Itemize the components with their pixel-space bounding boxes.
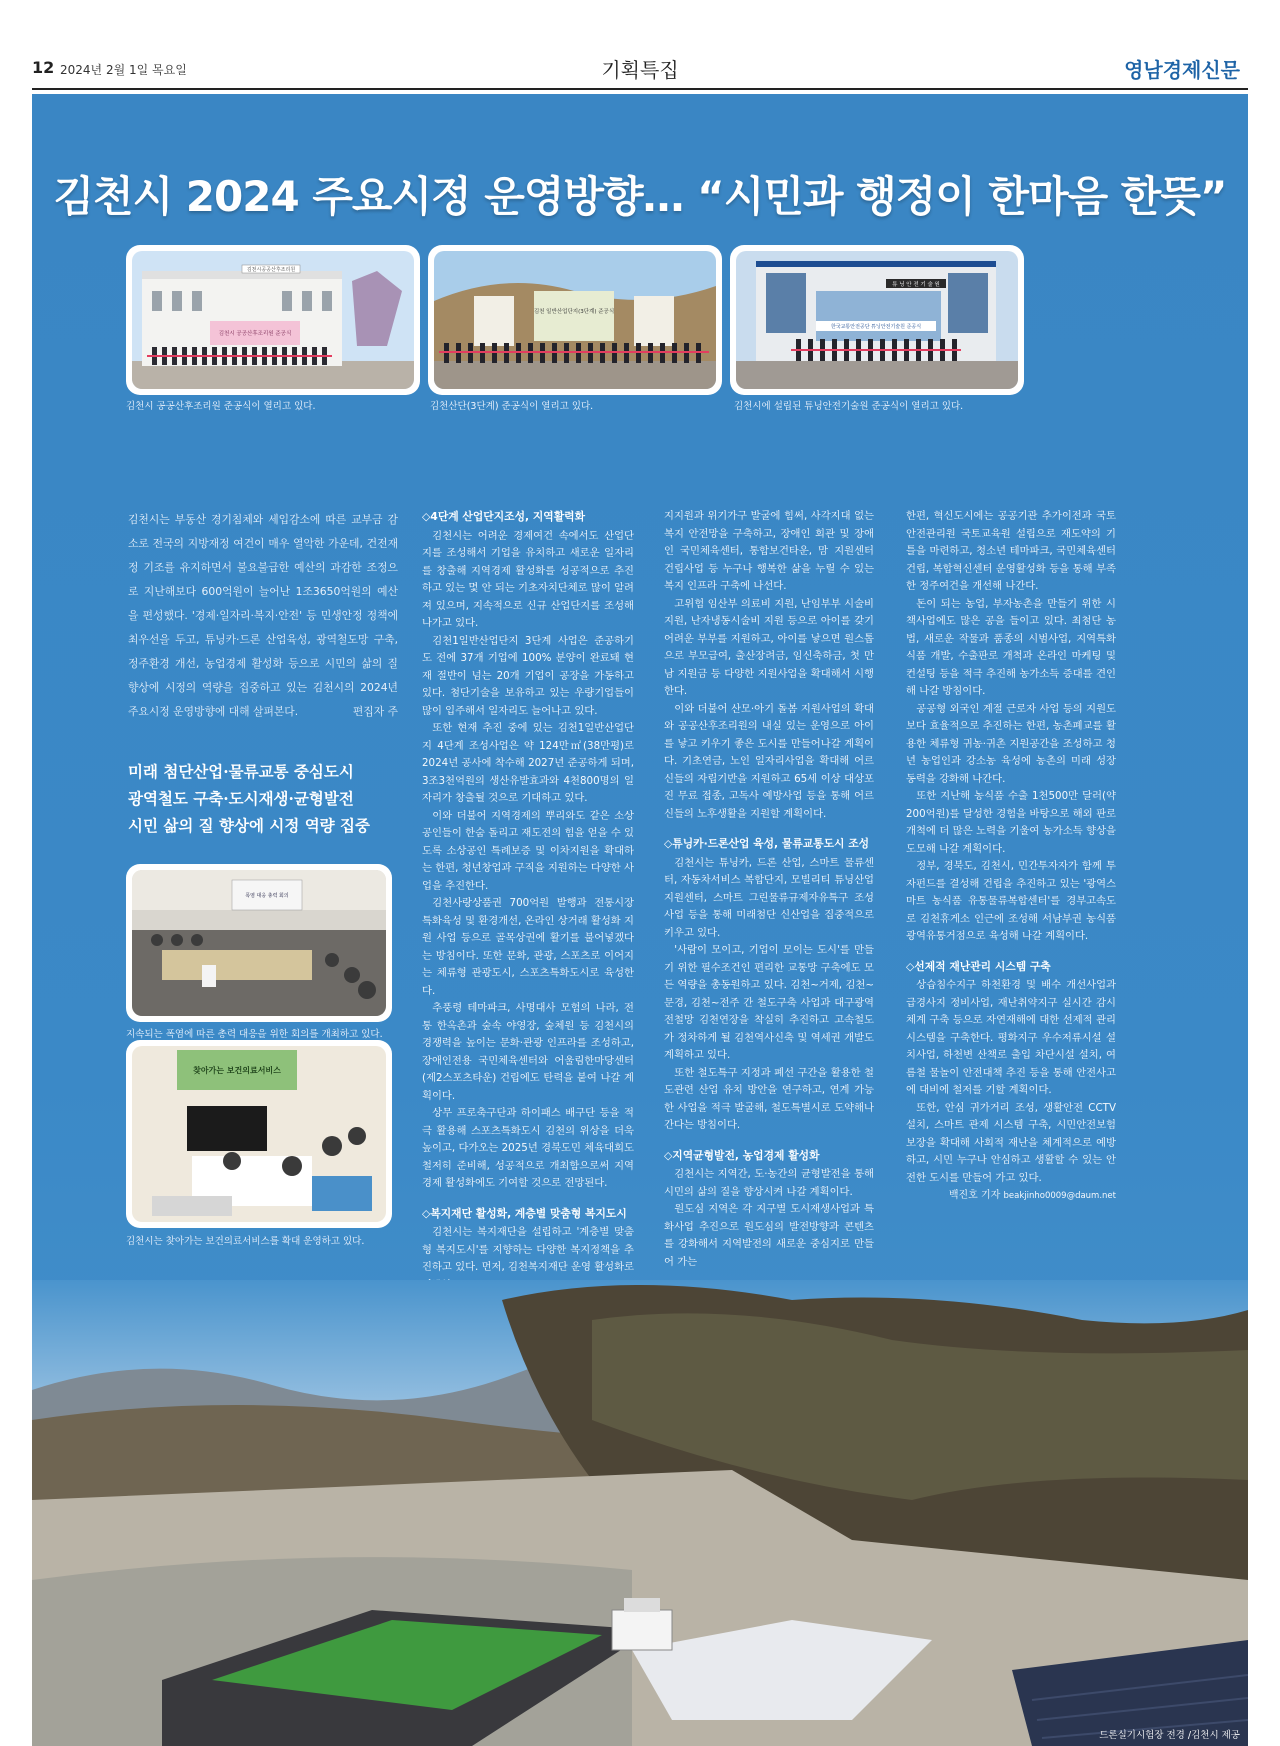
intro-paragraph xyxy=(128,508,398,724)
article-paragraph: 상무 프로축구단과 하이패스 배구단 등을 적극 활용해 스포츠특화도시 김천의 위상을 더욱 높이고, 다가오는 2025년 경북도민 체육대회도 철저히 준비해, 성공적으로 개최함으로써 지역경제 활성화에도 기여할 것으로 전망된다. xyxy=(422,1107,634,1189)
photo-health-service xyxy=(126,1040,392,1228)
newspaper-name: 영남경제신문 xyxy=(1124,58,1240,82)
aerial-photo-caption: 드론실기시험장 전경 /김천시 제공 xyxy=(1099,1730,1240,1741)
photo-image xyxy=(132,1046,386,1222)
article-paragraph: 원도심 지역은 각 지구별 도시재생사업과 특화사업 추진으로 원도심의 발전방향과 콘텐츠를 강화해서 지역발전의 새로운 중심지로 만들어 가는 xyxy=(664,1203,874,1268)
article-paragraph: 공공형 외국인 계절 근로자 사업 등의 지원도 보다 효율적으로 추진하는 한편, 농촌폐교를 활용한 체류형 귀농·귀촌 지원공간을 조성하고 청년 농업인과 강소농 육성에 농촌의 미래 성장 동력을 강화해 나간다. xyxy=(906,702,1116,785)
section-title: 기획특집 xyxy=(601,58,679,82)
photo-image xyxy=(434,251,716,389)
article-paragraph: 지지원과 위기가구 발굴에 힘써, 사각지대 없는 복지 안전망을 구축하고, 장애인 회관 및 장애인 국민체육센터, 통합보건타운, 맘 지원센터 건립사업 등 누구나 행복한 삶을 누릴 수 있는 복지 인프라 구축에 나선다. xyxy=(664,510,874,592)
meeting-illustration xyxy=(132,870,386,1016)
reporter-name: 백진호 기자 xyxy=(948,1190,1004,1201)
photo-image xyxy=(736,251,1018,389)
article-paragraph: 김천시는 복지재단을 설립하고 '계층별 맞춤형 복지도시'를 지향하는 다양한 복지정책을 추진하고 있다. 먼저, 김천복지재단 운영 활성화로 xyxy=(422,1226,634,1273)
article-paragraph: 정부, 경북도, 김천시, 민간투자자가 함께 투자펀드를 결성해 건립을 추진하고 있는 '광역스마트 농식품 유통물류복합센터'를 경부고속도로 김천휴게소 인근에 조성해 서남부권 농식품 광역유통거점으로 육성해 나갈 계획이다. xyxy=(906,860,1116,942)
photo-caption: 김천산단(3단계) 준공식이 열리고 있다. xyxy=(430,401,594,412)
article-column-2 xyxy=(664,508,874,1271)
photo-caption: 김천시 공공산후조리원 준공식이 열리고 있다. xyxy=(126,401,316,412)
page-number: 12 xyxy=(32,58,55,77)
aerial-illustration xyxy=(32,1280,1248,1746)
issue-date: 2024년 2월 1일 목요일 xyxy=(60,63,187,77)
service-banner: 찾아가는 보건의료서비스 xyxy=(193,1066,281,1075)
article-paragraph: 김천시는 지역간, 도·농간의 균형발전을 통해 시민의 삶의 질을 향상시켜 나갈 계획이다. xyxy=(664,1168,874,1198)
subheadline xyxy=(128,758,398,839)
photo-caption: 김천시는 찾아가는 보건의료서비스를 확대 운영하고 있다. xyxy=(126,1236,365,1247)
subheadline-line: 광역철도 구축·도시재생·균형발전 xyxy=(128,789,354,808)
photo-postpartum-center xyxy=(126,245,420,395)
intro-byline: 편집자 주 xyxy=(352,705,398,718)
article-paragraph: 또한 철도특구 지정과 폐선 구간을 활용한 철도관련 산업 유치 방안을 연구하고, 연계 가능한 사업을 적극 발굴해, 철도특별시로 도약해나간다는 방침이다. xyxy=(664,1066,874,1131)
photo-tuning-institute xyxy=(730,245,1024,395)
photo-image xyxy=(132,870,386,1016)
article-paragraph: 김천1일반산업단지 3단계 사업은 준공하기도 전에 37개 기업에 100% 분양이 완료돼 현재 절반이 넘는 20개 기업이 공장을 가동하고 있다. 첨단기술을 보유하고 있는 우량기업들이 많이 입주해서 일자리도 늘어나고 있다. xyxy=(422,634,634,717)
meeting-screen: 폭염 대응 총력 회의 xyxy=(245,893,289,899)
building-sign: 튜 닝 안 전 기 술 원 xyxy=(892,282,940,288)
feature-panel xyxy=(32,94,1248,1746)
article-paragraph: 또한 지난해 농식품 수출 1천500만 달러(약 200억원)를 달성한 경험을 바탕으로 해외 판로개척에 더 많은 노력을 기울여 농가소득 향상을 도모해 나갈 계획이다. xyxy=(906,790,1116,855)
article-paragraph: 고위험 임산부 의료비 지원, 난임부부 시술비 지원, 난자냉동시술비 지원 등으로 아이를 갖기 어려운 부부를 지원하고, 아이를 낳으면 원스톱으로 부모급여, 출산장려금, 임신축하금, 첫 만남 지원금 등 다양한 지원사업을 확대해서 시행한다. xyxy=(664,597,874,697)
article-paragraph: 한편, 혁신도시에는 공공기관 추가이전과 국토안전관리원 국토교육원 설립으로 재도약의 기틀을 마련하고, 청소년 테마파크, 국민체육센터 건립, 복합혁신센터 운영활성화 등을 통해 부족한 정주여건을 개선해 나간다. xyxy=(906,510,1116,592)
reporter-byline xyxy=(906,1187,1116,1206)
article-paragraph: '사람이 모이고, 기업이 모이는 도시'를 만들기 위한 필수조건인 편리한 교통망 구축에도 모든 역량을 총동원하고 있다. 김천~거제, 김천~문경, 김천~전주 간 철도구축 사업과 대구광역전철망 김천연장을 착실히 추진하고 고속철도가 정차하게 될 김천역사신축 및 역세권 개발도 계획하고 있다. xyxy=(664,944,874,1061)
photo-heatwave-meeting xyxy=(126,864,392,1022)
subheadline-line: 미래 첨단산업·물류교통 중심도시 xyxy=(128,762,354,781)
industrial-complex-illustration xyxy=(434,251,716,389)
article-paragraph: 상습침수지구 하천환경 및 배수 개선사업과 급경사지 정비사업, 재난취약지구 실시간 감시체계 구축 등으로 자연재해에 대한 선제적 관리시스템을 구축한다. 평화지구 우수저류시설 설치사업, 하천변 산책로 출입 차단시설 설치, 여름철 물놀이 안전대책 추진 등을 통해 안전사고에 대비에 철저를 기할 계획이다. xyxy=(906,979,1116,1096)
article-paragraph: 추풍령 테마파크, 사명대사 모험의 나라, 전통 한옥촌과 숲속 야영장, 숲체원 등 김천시의 경쟁력을 높이는 문화·관광 인프라를 조성하고, 장애인전용 국민체육센터와 어울림한마당센터(제2스포츠타운) 건립에도 탄력을 붙여 나갈 계획이다. xyxy=(422,1002,634,1102)
article-paragraph: 김천시는 어려운 경제여건 속에서도 산업단지를 조성해서 기업을 유치하고 새로운 일자리를 창출해 지역경제 활성화를 성공적으로 추진하고 있는 몇 안 되는 기초자치단체로 많이 알려져 있으며, 지속적으로 신규 산업단지를 조성해 나가고 있다. xyxy=(422,529,634,629)
photo-caption: 지속되는 폭염에 따른 총력 대응을 위한 회의를 개최하고 있다. xyxy=(126,1029,383,1040)
headline: 김천시 2024 주요시정 운영방향… “시민과 행정이 한마음 한뜻” xyxy=(53,172,1227,221)
reporter-email: beakjinho0009@daum.net xyxy=(1003,1191,1116,1201)
article-paragraph: 김천시는 튜닝카, 드론 산업, 스마트 물류센터, 자동차서비스 복합단지, 모빌리티 튜닝산업지원센터, 스마트 그린물류규제자유특구 조성사업 등을 통해 미래첨단 신산업을 집중적으로 키우고 있다. xyxy=(664,856,874,939)
photo-caption: 김천시에 설립된 튜닝안전기술원 준공식이 열리고 있다. xyxy=(734,401,964,412)
article-paragraph: 또한 현재 추진 중에 있는 김천1일반산업단지 4단계 조성사업은 약 124만㎡(38만평)로 2024년 공사에 착수해 2027년 준공하게 되며, 3조3천억원의 생산유발효과와 4천800명의 일자리가 창출될 것으로 기대하고 있다. xyxy=(422,722,634,804)
aerial-photo-drone-test-site xyxy=(32,1280,1248,1746)
article-column-1 xyxy=(422,508,634,1294)
health-service-illustration xyxy=(132,1046,386,1222)
section-heading: ◇4단계 산업단지조성, 지역활력화 xyxy=(422,510,586,523)
article-paragraph: 돈이 되는 농업, 부자농촌을 만들기 위한 시책사업에도 많은 공을 들이고 있다. 최첨단 농법, 새로운 작물과 품종의 시범사업, 지역특화식품 개발, 수출판로 개척과 온라인 마케팅 및 컨설팅 등을 적극 추진해 농가소득 증대를 견인해 나갈 방침이다. xyxy=(906,597,1116,697)
section-heading: ◇지역균형발전, 농업경제 활성화 xyxy=(664,1148,820,1162)
article-paragraph: 김천사랑상품권 700억원 발행과 전통시장 특화육성 및 환경개선, 온라인 상거래 활성화 지원 사업 등으로 골목상권에 활기를 불어넣겠다는 방침이다. 또한 문화, 관광, 스포츠로 이어지는 체류형 관광도시, 스포츠특화도시로 육성한다. xyxy=(422,897,634,997)
building-sign: 김천시공공산후조리원 xyxy=(246,267,296,273)
intro-text: 김천시는 부동산 경기침체와 세입감소에 따른 교부금 감소로 전국의 지방재정 여건이 매우 열악한 가운데, 건전재정 기조를 유지하면서 불요불급한 예산의 과감한 조정으로 지난해보다 600억원이 늘어난 1조3650억원의 예산을 편성했다. '경제·일자리·복지·안전' 등 민생안정 정책에 최우선을 두고, 튜닝카·드론 산업육성, 광역철도망 구축, 정주환경 개선, 농업경제 활성화 등으로 시민의 삶의 질 향상에 시정의 역량을 집중하고 있는 김천시의 2024년 주요시정 운영방향에 대해 살펴본다. xyxy=(128,513,398,718)
tuning-institute-illustration xyxy=(736,251,1018,389)
photo-industrial-complex xyxy=(428,245,722,395)
ceremony-banner: 김천 일반산업단지(3단계) 준공식 xyxy=(533,309,615,315)
header-rule xyxy=(32,88,1248,90)
photo-image xyxy=(132,251,414,389)
ceremony-banner: 김천시 공공산후조리원 준공식 xyxy=(218,331,292,337)
page-header xyxy=(0,0,1280,92)
article-column-3 xyxy=(906,508,1116,1206)
article-paragraph: 이와 더불어 산모·아기 돌봄 지원사업의 확대와 공공산후조리원의 내실 있는 운영으로 아이를 낳고 키우기 좋은 도시를 만들어나갈 계획이다. 기초연금, 노인 일자리사업을 확대해 어르신들의 자립기반을 지원하고 65세 이상 대상포진 무료 접종, 고독사 예방사업 등을 통해 어르신들의 노후생활을 지원할 계획이다. xyxy=(664,702,874,820)
section-heading: ◇튜닝카·드론산업 육성, 물류교통도시 조성 xyxy=(664,837,870,850)
subheadline-line: 시민 삶의 질 향상에 시정 역량 집중 xyxy=(128,816,371,835)
section-heading: ◇선제적 재난관리 시스템 구축 xyxy=(906,959,1051,973)
article-paragraph: 또한, 안심 귀가거리 조성, 생활안전 CCTV 설치, 스마트 관제 시스템 구축, 시민안전보험 보장을 확대해 사회적 재난을 체계적으로 예방하고, 시민 누구나 안심하고 생활할 수 있는 안전한 도시를 만들어 가고 있다. xyxy=(906,1101,1116,1184)
postpartum-center-illustration xyxy=(132,251,414,389)
section-heading: ◇복지재단 활성화, 계층별 맞춤형 복지도시 xyxy=(422,1206,627,1220)
article-paragraph: 이와 더불어 지역경제의 뿌리와도 같은 소상공인들이 한숨 돌리고 재도전의 힘을 얻을 수 있도록 소상공인 특례보증 및 이차지원을 확대하는 한편, 청년창업과 구직을 지원하는 다양한 사업을 추진한다. xyxy=(422,809,634,892)
ceremony-banner: 한국교통안전공단 튜닝안전기술원 준공식 xyxy=(830,324,922,330)
